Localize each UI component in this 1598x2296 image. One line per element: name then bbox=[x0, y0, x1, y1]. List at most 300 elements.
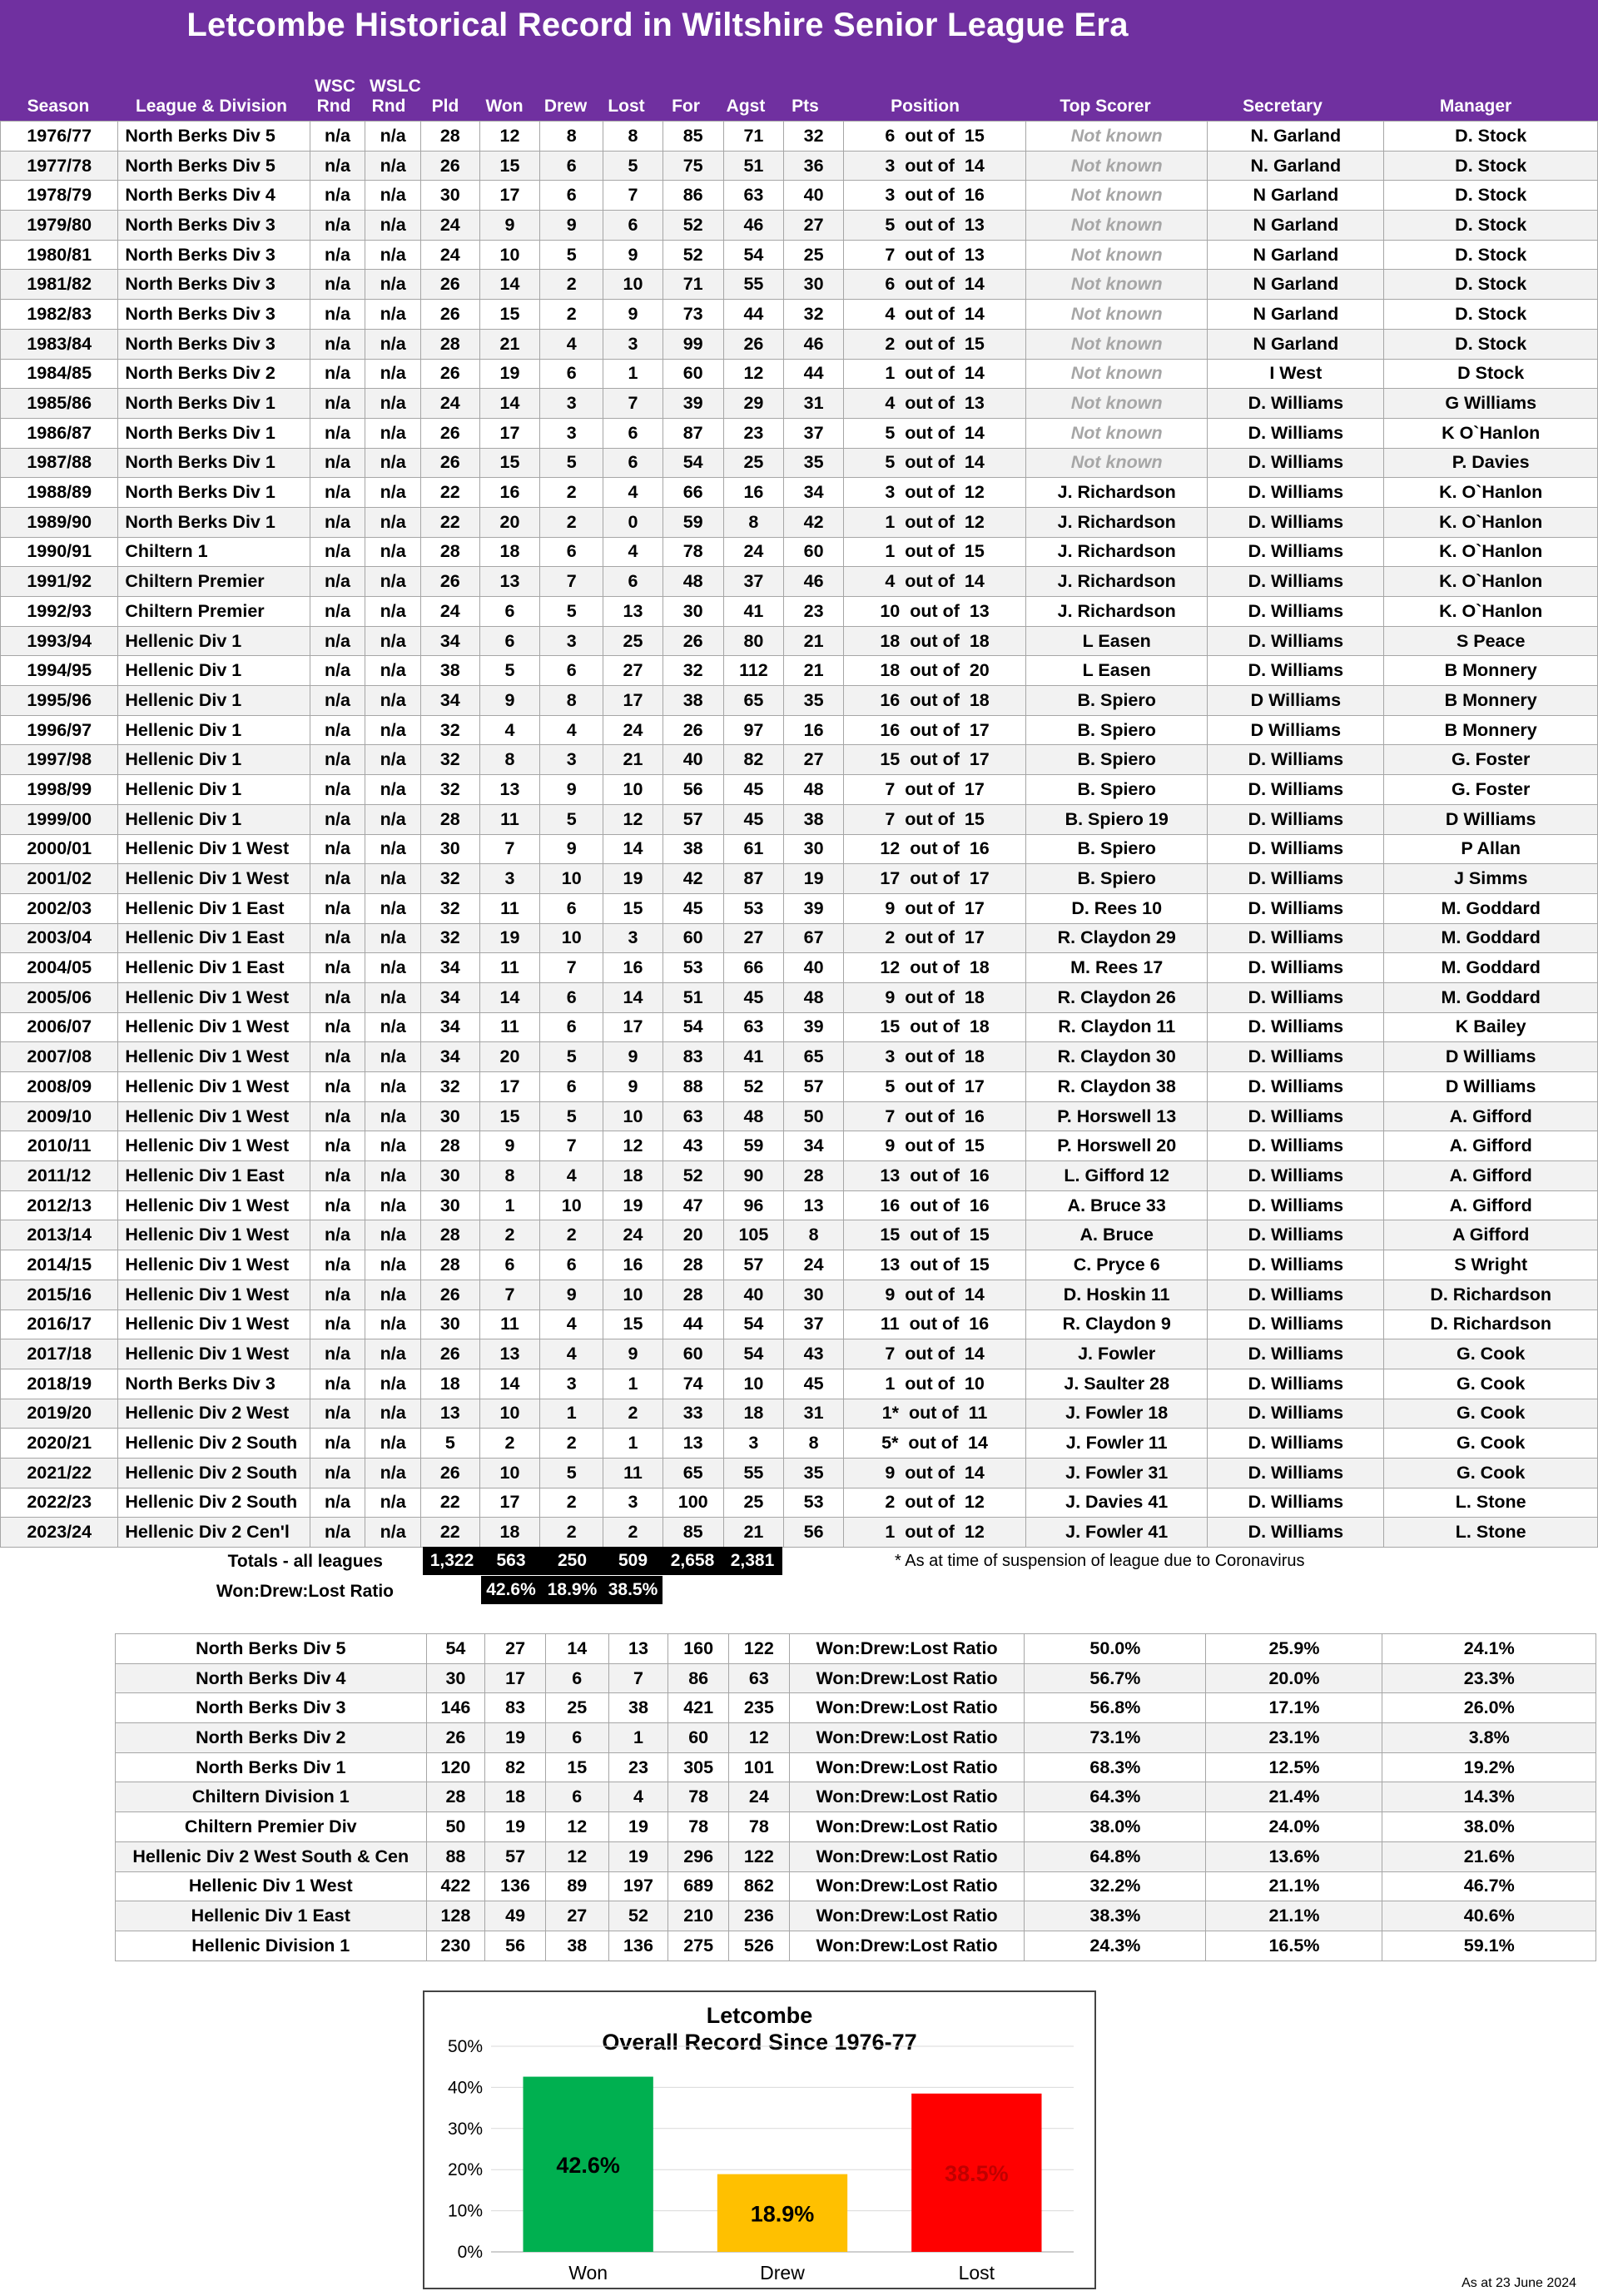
cell-for: 63 bbox=[663, 1101, 723, 1131]
cell-position: 1 out of 12 bbox=[843, 1518, 1025, 1548]
cell-pts: 65 bbox=[784, 1042, 844, 1072]
cell-for: 38 bbox=[663, 686, 723, 716]
cell-scorer: Not known bbox=[1026, 300, 1208, 330]
cell-secretary: D. Williams bbox=[1208, 478, 1384, 508]
cell-pts: 25 bbox=[784, 240, 844, 270]
cell-won: 17 bbox=[479, 181, 540, 211]
column-header: WSLC Rnd bbox=[370, 77, 421, 116]
cell-lost: 19 bbox=[603, 1190, 663, 1220]
cell-position: 16 out of 18 bbox=[843, 686, 1025, 716]
chart-plot bbox=[424, 1992, 1094, 2288]
cell-pts: 30 bbox=[784, 270, 844, 300]
cell-wslc: n/a bbox=[365, 804, 421, 834]
cell-wslc: n/a bbox=[365, 359, 421, 389]
division-cell-d: 13.6% bbox=[1206, 1841, 1382, 1871]
cell-agst: 26 bbox=[723, 329, 784, 359]
cell-lost: 4 bbox=[603, 478, 663, 508]
cell-for: 86 bbox=[663, 181, 723, 211]
cell-for: 54 bbox=[663, 1012, 723, 1042]
cell-won: 20 bbox=[479, 1042, 540, 1072]
cell-wsc: n/a bbox=[310, 1161, 365, 1191]
cell-agst: 54 bbox=[723, 240, 784, 270]
cell-drew: 3 bbox=[540, 1369, 603, 1399]
division-cell-l: 40.6% bbox=[1382, 1901, 1596, 1931]
cell-wsc: n/a bbox=[310, 834, 365, 864]
cell-secretary: D. Williams bbox=[1208, 953, 1384, 983]
cell-scorer: J. Fowler bbox=[1026, 1339, 1208, 1369]
cell-manager: P. Davies bbox=[1384, 448, 1598, 478]
division-cell-pld: 422 bbox=[426, 1871, 485, 1901]
cell-for: 28 bbox=[663, 1250, 723, 1280]
ratio-label: Won:Drew:Lost Ratio bbox=[216, 1582, 394, 1601]
cell-secretary: N Garland bbox=[1208, 270, 1384, 300]
cell-scorer: M. Rees 17 bbox=[1026, 953, 1208, 983]
cell-agst: 82 bbox=[723, 745, 784, 775]
cell-league: Hellenic Div 2 Cen'l bbox=[118, 1518, 310, 1548]
cell-wsc: n/a bbox=[310, 567, 365, 597]
cell-pld: 22 bbox=[420, 1488, 479, 1518]
cell-scorer: J. Fowler 41 bbox=[1026, 1518, 1208, 1548]
division-cell-for: 275 bbox=[668, 1931, 729, 1961]
cell-manager: K. O`Hanlon bbox=[1384, 567, 1598, 597]
cell-season: 1994/95 bbox=[1, 656, 118, 686]
cell-league: Hellenic Div 1 West bbox=[118, 1072, 310, 1102]
cell-wslc: n/a bbox=[365, 1280, 421, 1310]
table-row bbox=[1, 537, 1598, 567]
cell-manager: D. Richardson bbox=[1384, 1280, 1598, 1310]
table-row bbox=[1, 1220, 1598, 1250]
cell-pts: 43 bbox=[784, 1339, 844, 1369]
division-cell-drew: 25 bbox=[545, 1693, 608, 1723]
cell-won: 14 bbox=[479, 982, 540, 1012]
cell-pld: 26 bbox=[420, 1339, 479, 1369]
cell-manager: G. Cook bbox=[1384, 1339, 1598, 1369]
cell-pts: 27 bbox=[784, 211, 844, 241]
cell-won: 18 bbox=[479, 537, 540, 567]
cell-agst: 59 bbox=[723, 1131, 784, 1161]
cell-won: 8 bbox=[479, 1161, 540, 1191]
cell-pts: 34 bbox=[784, 1131, 844, 1161]
cell-wslc: n/a bbox=[365, 1161, 421, 1191]
column-header: Agst bbox=[726, 97, 766, 116]
x-tick-label: Won bbox=[568, 2262, 608, 2284]
division-cell-w: 24.3% bbox=[1025, 1931, 1206, 1961]
division-cell-lost: 7 bbox=[608, 1663, 668, 1693]
cell-scorer: J. Richardson bbox=[1026, 567, 1208, 597]
cell-scorer: C. Pryce 6 bbox=[1026, 1250, 1208, 1280]
cell-drew: 10 bbox=[540, 1190, 603, 1220]
division-cell-agst: 236 bbox=[729, 1901, 790, 1931]
table-row bbox=[1, 1131, 1598, 1161]
cell-wslc: n/a bbox=[365, 1369, 421, 1399]
cell-won: 14 bbox=[479, 270, 540, 300]
cell-won: 20 bbox=[479, 507, 540, 537]
division-cell-pld: 230 bbox=[426, 1931, 485, 1961]
cell-pts: 35 bbox=[784, 1458, 844, 1488]
cell-for: 66 bbox=[663, 478, 723, 508]
division-cell-d: 23.1% bbox=[1206, 1723, 1382, 1753]
cell-won: 12 bbox=[479, 122, 540, 152]
division-cell-name: North Berks Div 3 bbox=[116, 1693, 427, 1723]
cell-for: 20 bbox=[663, 1220, 723, 1250]
cell-drew: 9 bbox=[540, 834, 603, 864]
cell-won: 13 bbox=[479, 1339, 540, 1369]
cell-lost: 3 bbox=[603, 1488, 663, 1518]
cell-scorer: D. Rees 10 bbox=[1026, 893, 1208, 923]
page-title: Letcombe Historical Record in Wiltshire Senior League Era bbox=[186, 7, 1129, 43]
cell-league: Hellenic Div 1 West bbox=[118, 864, 310, 894]
cell-wsc: n/a bbox=[310, 656, 365, 686]
cell-for: 47 bbox=[663, 1190, 723, 1220]
division-cell-name: Chiltern Premier Div bbox=[116, 1812, 427, 1842]
division-cell-for: 689 bbox=[668, 1871, 729, 1901]
cell-wslc: n/a bbox=[365, 537, 421, 567]
cell-wslc: n/a bbox=[365, 1429, 421, 1459]
cell-position: 5 out of 17 bbox=[843, 1072, 1025, 1102]
cell-secretary: I West bbox=[1208, 359, 1384, 389]
division-cell-lost: 19 bbox=[608, 1841, 668, 1871]
cell-league: Hellenic Div 1 West bbox=[118, 1190, 310, 1220]
cell-drew: 7 bbox=[540, 953, 603, 983]
cell-won: 10 bbox=[479, 240, 540, 270]
as-at-date: As at 23 June 2024 bbox=[1462, 2276, 1576, 2290]
cell-position: 10 out of 13 bbox=[843, 597, 1025, 627]
cell-league: North Berks Div 3 bbox=[118, 329, 310, 359]
cell-won: 11 bbox=[479, 1310, 540, 1339]
cell-position: 18 out of 20 bbox=[843, 656, 1025, 686]
coronavirus-footnote: * As at time of suspension of league due to Coronavirus bbox=[895, 1552, 1305, 1570]
cell-manager: B Monnery bbox=[1384, 656, 1598, 686]
cell-wslc: n/a bbox=[365, 1250, 421, 1280]
cell-position: 15 out of 17 bbox=[843, 745, 1025, 775]
cell-agst: 16 bbox=[723, 478, 784, 508]
division-cell-agst: 101 bbox=[729, 1752, 790, 1782]
cell-lost: 7 bbox=[603, 181, 663, 211]
cell-drew: 6 bbox=[540, 1250, 603, 1280]
cell-pld: 30 bbox=[420, 1101, 479, 1131]
cell-won: 3 bbox=[479, 864, 540, 894]
cell-won: 17 bbox=[479, 1072, 540, 1102]
cell-position: 13 out of 16 bbox=[843, 1161, 1025, 1191]
cell-agst: 3 bbox=[723, 1429, 784, 1459]
cell-season: 1983/84 bbox=[1, 329, 118, 359]
table-row bbox=[116, 1693, 1596, 1723]
cell-wslc: n/a bbox=[365, 1131, 421, 1161]
cell-lost: 7 bbox=[603, 389, 663, 419]
cell-agst: 55 bbox=[723, 270, 784, 300]
cell-wslc: n/a bbox=[365, 211, 421, 241]
cell-for: 60 bbox=[663, 1339, 723, 1369]
cell-wsc: n/a bbox=[310, 1518, 365, 1548]
cell-drew: 3 bbox=[540, 745, 603, 775]
cell-position: 7 out of 17 bbox=[843, 775, 1025, 805]
division-cell-for: 60 bbox=[668, 1723, 729, 1753]
division-cell-for: 78 bbox=[668, 1782, 729, 1812]
cell-drew: 6 bbox=[540, 1072, 603, 1102]
cell-agst: 54 bbox=[723, 1310, 784, 1339]
cell-manager: S Peace bbox=[1384, 626, 1598, 656]
cell-pts: 30 bbox=[784, 1280, 844, 1310]
division-cell-d: 16.5% bbox=[1206, 1931, 1382, 1961]
table-row bbox=[1, 893, 1598, 923]
cell-agst: 105 bbox=[723, 1220, 784, 1250]
division-cell-d: 24.0% bbox=[1206, 1812, 1382, 1842]
y-tick-label: 20% bbox=[447, 2160, 483, 2180]
table-row bbox=[116, 1871, 1596, 1901]
table-row bbox=[116, 1901, 1596, 1931]
cell-manager: D Williams bbox=[1384, 1042, 1598, 1072]
cell-drew: 9 bbox=[540, 1280, 603, 1310]
cell-wslc: n/a bbox=[365, 864, 421, 894]
division-cell-w: 73.1% bbox=[1025, 1723, 1206, 1753]
cell-secretary: D. Williams bbox=[1208, 1488, 1384, 1518]
division-cell-won: 19 bbox=[485, 1723, 546, 1753]
table-row bbox=[1, 1399, 1598, 1429]
cell-position: 2 out of 15 bbox=[843, 329, 1025, 359]
cell-won: 15 bbox=[479, 300, 540, 330]
total-lost: 509 bbox=[603, 1547, 663, 1575]
division-cell-label: Won:Drew:Lost Ratio bbox=[789, 1782, 1025, 1812]
table-row bbox=[1, 1310, 1598, 1339]
cell-pld: 18 bbox=[420, 1369, 479, 1399]
cell-pts: 45 bbox=[784, 1369, 844, 1399]
cell-secretary: D. Williams bbox=[1208, 923, 1384, 953]
cell-won: 11 bbox=[479, 1012, 540, 1042]
cell-lost: 17 bbox=[603, 686, 663, 716]
column-header: Secretary bbox=[1243, 97, 1323, 116]
cell-season: 1980/81 bbox=[1, 240, 118, 270]
cell-agst: 80 bbox=[723, 626, 784, 656]
division-cell-label: Won:Drew:Lost Ratio bbox=[789, 1931, 1025, 1961]
cell-pld: 30 bbox=[420, 834, 479, 864]
cell-manager: G. Cook bbox=[1384, 1399, 1598, 1429]
column-header: Lost bbox=[608, 97, 645, 116]
cell-agst: 53 bbox=[723, 893, 784, 923]
cell-pld: 30 bbox=[420, 1310, 479, 1339]
division-cell-d: 12.5% bbox=[1206, 1752, 1382, 1782]
cell-pts: 27 bbox=[784, 745, 844, 775]
division-cell-won: 27 bbox=[485, 1634, 546, 1664]
table-row bbox=[1, 953, 1598, 983]
cell-secretary: D. Williams bbox=[1208, 1250, 1384, 1280]
cell-pld: 22 bbox=[420, 1518, 479, 1548]
total-drew: 250 bbox=[541, 1547, 603, 1575]
cell-wsc: n/a bbox=[310, 804, 365, 834]
title-bar bbox=[0, 0, 1598, 121]
cell-league: Hellenic Div 1 East bbox=[118, 1161, 310, 1191]
division-cell-d: 21.4% bbox=[1206, 1782, 1382, 1812]
cell-wsc: n/a bbox=[310, 448, 365, 478]
cell-drew: 5 bbox=[540, 1101, 603, 1131]
cell-position: 9 out of 14 bbox=[843, 1458, 1025, 1488]
cell-won: 6 bbox=[479, 597, 540, 627]
division-cell-pld: 30 bbox=[426, 1663, 485, 1693]
cell-pts: 56 bbox=[784, 1518, 844, 1548]
column-header: Won bbox=[485, 97, 524, 116]
division-cell-won: 17 bbox=[485, 1663, 546, 1693]
cell-wslc: n/a bbox=[365, 1458, 421, 1488]
cell-season: 2012/13 bbox=[1, 1190, 118, 1220]
cell-manager: A. Gifford bbox=[1384, 1101, 1598, 1131]
cell-agst: 37 bbox=[723, 567, 784, 597]
cell-pld: 26 bbox=[420, 448, 479, 478]
table-row bbox=[1, 804, 1598, 834]
division-cell-name: Hellenic Div 2 West South & Cen bbox=[116, 1841, 427, 1871]
column-header: Pts bbox=[792, 97, 819, 116]
cell-drew: 6 bbox=[540, 151, 603, 181]
cell-pts: 40 bbox=[784, 181, 844, 211]
cell-season: 1996/97 bbox=[1, 715, 118, 745]
cell-manager: M. Goddard bbox=[1384, 923, 1598, 953]
cell-manager: D Williams bbox=[1384, 804, 1598, 834]
cell-agst: 61 bbox=[723, 834, 784, 864]
cell-drew: 6 bbox=[540, 982, 603, 1012]
cell-drew: 8 bbox=[540, 122, 603, 152]
cell-manager: K. O`Hanlon bbox=[1384, 537, 1598, 567]
cell-won: 9 bbox=[479, 1131, 540, 1161]
cell-drew: 2 bbox=[540, 300, 603, 330]
cell-position: 3 out of 16 bbox=[843, 181, 1025, 211]
cell-agst: 48 bbox=[723, 1101, 784, 1131]
cell-for: 26 bbox=[663, 715, 723, 745]
cell-drew: 4 bbox=[540, 1339, 603, 1369]
table-row bbox=[116, 1634, 1596, 1664]
cell-pld: 32 bbox=[420, 775, 479, 805]
table-row bbox=[1, 745, 1598, 775]
cell-season: 2020/21 bbox=[1, 1429, 118, 1459]
cell-pts: 21 bbox=[784, 656, 844, 686]
cell-agst: 71 bbox=[723, 122, 784, 152]
cell-league: Hellenic Div 1 bbox=[118, 686, 310, 716]
cell-scorer: J. Davies 41 bbox=[1026, 1488, 1208, 1518]
table-row bbox=[1, 122, 1598, 152]
cell-league: North Berks Div 5 bbox=[118, 151, 310, 181]
cell-for: 71 bbox=[663, 270, 723, 300]
cell-agst: 25 bbox=[723, 448, 784, 478]
y-tick-label: 0% bbox=[457, 2243, 483, 2262]
cell-league: Hellenic Div 1 West bbox=[118, 1012, 310, 1042]
division-cell-drew: 6 bbox=[545, 1663, 608, 1693]
cell-season: 2009/10 bbox=[1, 1101, 118, 1131]
cell-league: Hellenic Div 2 South bbox=[118, 1488, 310, 1518]
cell-secretary: D. Williams bbox=[1208, 834, 1384, 864]
cell-league: North Berks Div 1 bbox=[118, 418, 310, 448]
cell-wslc: n/a bbox=[365, 597, 421, 627]
table-row bbox=[1, 834, 1598, 864]
cell-lost: 21 bbox=[603, 745, 663, 775]
cell-lost: 9 bbox=[603, 1339, 663, 1369]
cell-agst: 29 bbox=[723, 389, 784, 419]
table-row bbox=[1, 418, 1598, 448]
cell-position: 1 out of 14 bbox=[843, 359, 1025, 389]
division-cell-lost: 19 bbox=[608, 1812, 668, 1842]
cell-wslc: n/a bbox=[365, 1310, 421, 1339]
cell-wsc: n/a bbox=[310, 953, 365, 983]
cell-secretary: D. Williams bbox=[1208, 804, 1384, 834]
division-cell-w: 64.3% bbox=[1025, 1782, 1206, 1812]
table-row bbox=[1, 1339, 1598, 1369]
cell-for: 52 bbox=[663, 1161, 723, 1191]
cell-secretary: D. Williams bbox=[1208, 1458, 1384, 1488]
cell-scorer: Not known bbox=[1026, 122, 1208, 152]
cell-pts: 42 bbox=[784, 507, 844, 537]
cell-league: North Berks Div 4 bbox=[118, 181, 310, 211]
cell-position: 4 out of 14 bbox=[843, 300, 1025, 330]
cell-pld: 22 bbox=[420, 478, 479, 508]
cell-league: Hellenic Div 1 West bbox=[118, 1131, 310, 1161]
table-row bbox=[1, 1161, 1598, 1191]
cell-league: Hellenic Div 1 West bbox=[118, 1280, 310, 1310]
cell-wsc: n/a bbox=[310, 389, 365, 419]
cell-league: Chiltern Premier bbox=[118, 567, 310, 597]
cell-agst: 57 bbox=[723, 1250, 784, 1280]
division-cell-l: 46.7% bbox=[1382, 1871, 1596, 1901]
cell-position: 3 out of 18 bbox=[843, 1042, 1025, 1072]
table-row bbox=[1, 715, 1598, 745]
cell-league: Hellenic Div 1 East bbox=[118, 893, 310, 923]
cell-won: 1 bbox=[479, 1190, 540, 1220]
cell-drew: 3 bbox=[540, 389, 603, 419]
cell-pts: 67 bbox=[784, 923, 844, 953]
cell-won: 6 bbox=[479, 626, 540, 656]
column-header: League & Division bbox=[135, 97, 288, 116]
cell-won: 14 bbox=[479, 1369, 540, 1399]
cell-won: 15 bbox=[479, 151, 540, 181]
division-cell-lost: 38 bbox=[608, 1693, 668, 1723]
cell-agst: 18 bbox=[723, 1399, 784, 1429]
cell-manager: L. Stone bbox=[1384, 1518, 1598, 1548]
cell-scorer: B. Spiero bbox=[1026, 834, 1208, 864]
ratio-won: 42.6% bbox=[481, 1576, 541, 1604]
cell-won: 19 bbox=[479, 359, 540, 389]
cell-wsc: n/a bbox=[310, 418, 365, 448]
table-row bbox=[1, 1518, 1598, 1548]
cell-league: North Berks Div 3 bbox=[118, 211, 310, 241]
cell-for: 45 bbox=[663, 893, 723, 923]
division-cell-drew: 12 bbox=[545, 1841, 608, 1871]
cell-lost: 9 bbox=[603, 1072, 663, 1102]
cell-wsc: n/a bbox=[310, 122, 365, 152]
cell-wslc: n/a bbox=[365, 715, 421, 745]
cell-position: 6 out of 14 bbox=[843, 270, 1025, 300]
cell-pld: 26 bbox=[420, 359, 479, 389]
cell-pld: 26 bbox=[420, 1280, 479, 1310]
cell-wslc: n/a bbox=[365, 1220, 421, 1250]
cell-lost: 3 bbox=[603, 923, 663, 953]
cell-pld: 32 bbox=[420, 864, 479, 894]
cell-scorer: B. Spiero bbox=[1026, 745, 1208, 775]
cell-league: Hellenic Div 1 bbox=[118, 745, 310, 775]
cell-season: 1997/98 bbox=[1, 745, 118, 775]
table-row bbox=[1, 923, 1598, 953]
cell-secretary: D. Williams bbox=[1208, 1369, 1384, 1399]
cell-for: 54 bbox=[663, 448, 723, 478]
cell-position: 9 out of 17 bbox=[843, 893, 1025, 923]
cell-pts: 57 bbox=[784, 1072, 844, 1102]
cell-scorer: J. Saulter 28 bbox=[1026, 1369, 1208, 1399]
cell-wslc: n/a bbox=[365, 300, 421, 330]
cell-secretary: D. Williams bbox=[1208, 775, 1384, 805]
division-cell-won: 18 bbox=[485, 1782, 546, 1812]
table-row bbox=[1, 1250, 1598, 1280]
cell-pts: 39 bbox=[784, 1012, 844, 1042]
cell-pld: 24 bbox=[420, 211, 479, 241]
cell-season: 2017/18 bbox=[1, 1339, 118, 1369]
cell-drew: 2 bbox=[540, 1518, 603, 1548]
cell-manager: L. Stone bbox=[1384, 1488, 1598, 1518]
table-row bbox=[1, 151, 1598, 181]
cell-league: North Berks Div 2 bbox=[118, 359, 310, 389]
